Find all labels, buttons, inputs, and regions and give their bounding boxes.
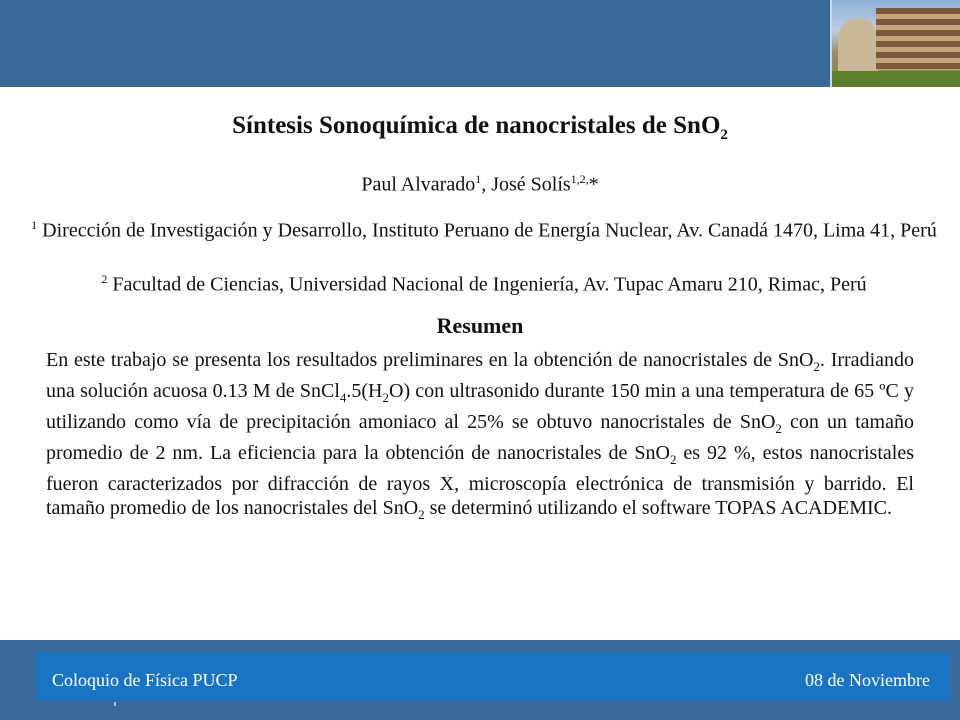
- authors-line: Paul Alvarado$^1$, José Solís$^{1,2,}$*: [361, 172, 599, 196]
- affiliation-2: $^2$ Facultad de Ciencias, Universidad Nacional de Ingeniería, Av. Tupac Amaru 210, Rimac, Perú: [101, 272, 867, 296]
- abstract-heading: Resumen: [436, 313, 524, 338]
- affiliation-1: $^1$ Dirección de Investigación y Desarrollo, Instituto Peruano de Energía Nuclear, Av. Canadá 1470, Lima 41, Perú: [31, 218, 937, 242]
- paper-title: Síntesis Sonoquímica de nanocristales de SnO$_2$: [232, 112, 728, 143]
- event-date: 08 de Noviembre: [805, 670, 930, 690]
- footer-bar: [36, 653, 950, 701]
- lawn-shape: [832, 71, 960, 87]
- abstract-text: En este trabajo se presenta los resultados preliminares en la obtención de nanocristales de SnO$_2$. Irradiando una solución acuosa 0.13 M de $SnCl_4.5(H_2O)$ con ultrasonido durante 150 min a una temperatura de 65 ºC y utilizando como vía de precipitación amoniaco al 25% se obtuvo nanocristales de SnO$_2$ con un tamaño promedio de 2 nm. La eficiencia para la obtención de nanocristales de SnO$_2$ es 92 %, estos nanocristales fueron caracterizados por difracción de rayos X, microscopía electrónica de transmisión y barrido. El tamaño promedio de los nanocristales del SnO$_2$ se determinó utilizando el software TOPAS ACADEMIC.: [46, 349, 914, 522]
- reactor-dome-shape: [838, 18, 878, 73]
- building-photo: [830, 0, 960, 87]
- header-band: [0, 0, 960, 87]
- event-name: Coloquio de Física PUCP: [52, 670, 238, 690]
- building-shape: [876, 8, 960, 70]
- footer-marker: [114, 702, 116, 706]
